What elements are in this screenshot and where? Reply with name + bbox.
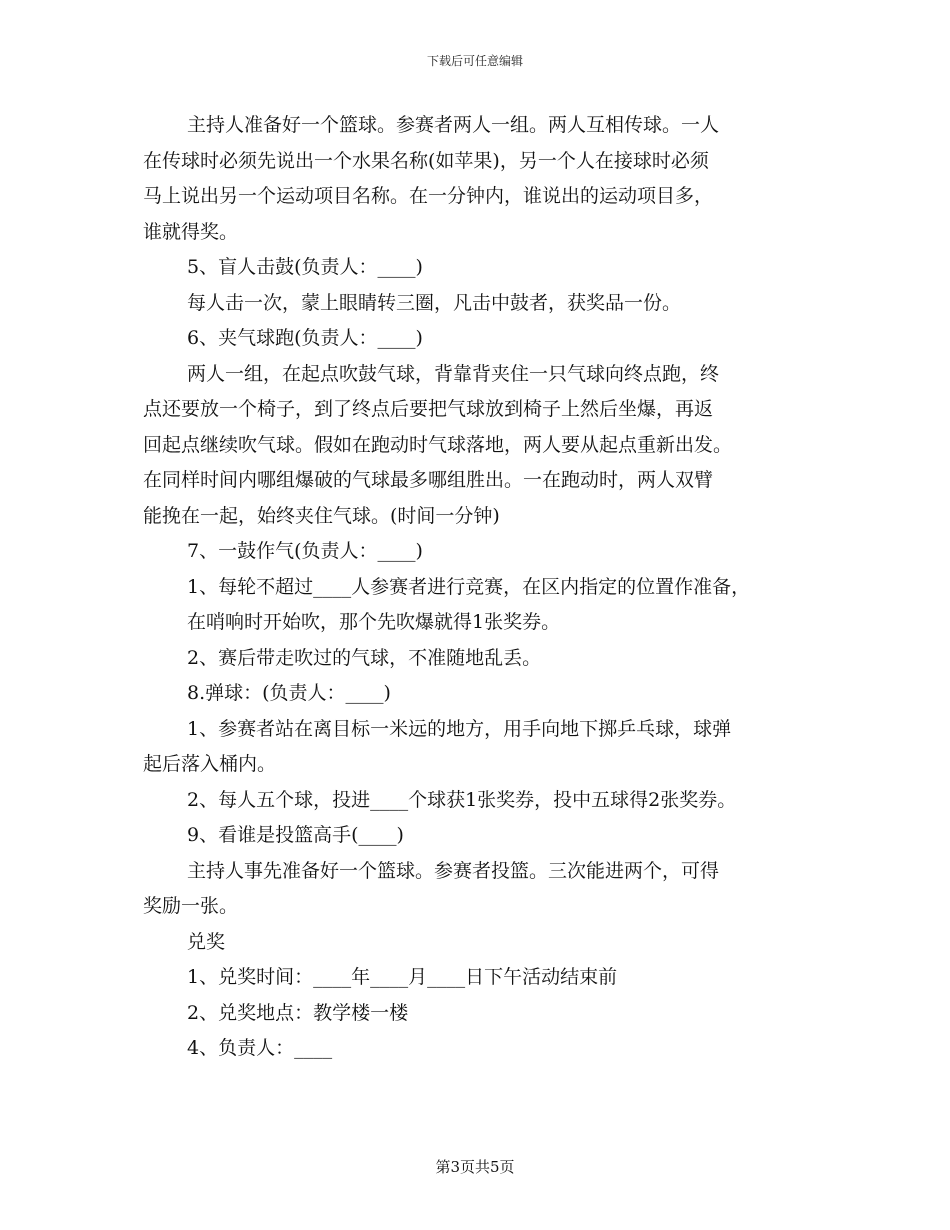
text-line: 在哨响时开始吹，那个先吹爆就得1张奖券。	[187, 611, 561, 633]
text-line: 9、看谁是投篮高手(____)	[187, 824, 404, 846]
text-line: 谁就得奖。	[143, 220, 239, 243]
text-line: 马上说出另一个运动项目名称。在一分钟内，谁说出的运动项目多，	[143, 185, 714, 207]
text-line: 4、负责人：____	[187, 1037, 333, 1059]
text-line: 5、盲人击鼓(负责人：____)	[187, 256, 423, 278]
page-header: 下载后可任意编辑	[426, 54, 523, 68]
text-line: 点还要放一个椅子，到了终点后要把气球放到椅子上然后坐爆，再返	[143, 398, 714, 420]
text-line: 在同样时间内哪组爆破的气球最多哪组胜出。一在跑动时，两人双臂	[143, 469, 714, 491]
text-line: 在传球时必须先说出一个水果名称(如苹果)，另一个人在接球时必须	[143, 149, 709, 172]
text-line: 2、赛后带走吹过的气球，不准随地乱丢。	[187, 646, 542, 669]
text-line: 每人击一次，蒙上眼睛转三圈，凡击中鼓者，获奖品一份。	[187, 291, 682, 314]
text-line: 2、兑奖地点：教学楼一楼	[187, 1001, 409, 1024]
text-line: 1、参赛者站在离目标一米远的地方，用手向地下掷乒乓球，球弹	[187, 717, 732, 740]
text-line: 6、夹气球跑(负责人：____)	[187, 327, 423, 349]
page-footer: 第3页共5页	[435, 1158, 515, 1176]
text-line: 起后落入桶内。	[143, 753, 277, 775]
text-line: 兑奖	[187, 930, 226, 953]
text-line: 能挽在一起，始终夹住气球。(时间一分钟)	[143, 504, 500, 527]
document-body	[143, 108, 823, 1067]
text-line: 7、一鼓作气(负责人：____)	[187, 540, 423, 562]
text-line: 8.弹球：(负责人：____)	[187, 682, 391, 704]
text-line: 1、兑奖时间：____年____月____日下午活动结束前	[187, 966, 618, 988]
text-line: 主持人准备好一个篮球。参赛者两人一组。两人互相传球。一人	[187, 114, 720, 136]
text-line: 1、每轮不超过____人参赛者进行竞赛，在区内指定的位置作准备，	[187, 575, 751, 598]
text-line: 2、每人五个球，投进____个球获1张奖券，投中五球得2张奖券。	[187, 788, 737, 811]
text-line: 回起点继续吹气球。假如在跑动时气球落地，两人要从起点重新出发。	[143, 433, 733, 456]
text-line: 主持人事先准备好一个篮球。参赛者投篮。三次能进两个，可得	[187, 859, 720, 882]
text-line: 两人一组，在起点吹鼓气球，背靠背夹住一只气球向终点跑，终	[187, 362, 720, 385]
text-line: 奖励一张。	[143, 895, 239, 917]
